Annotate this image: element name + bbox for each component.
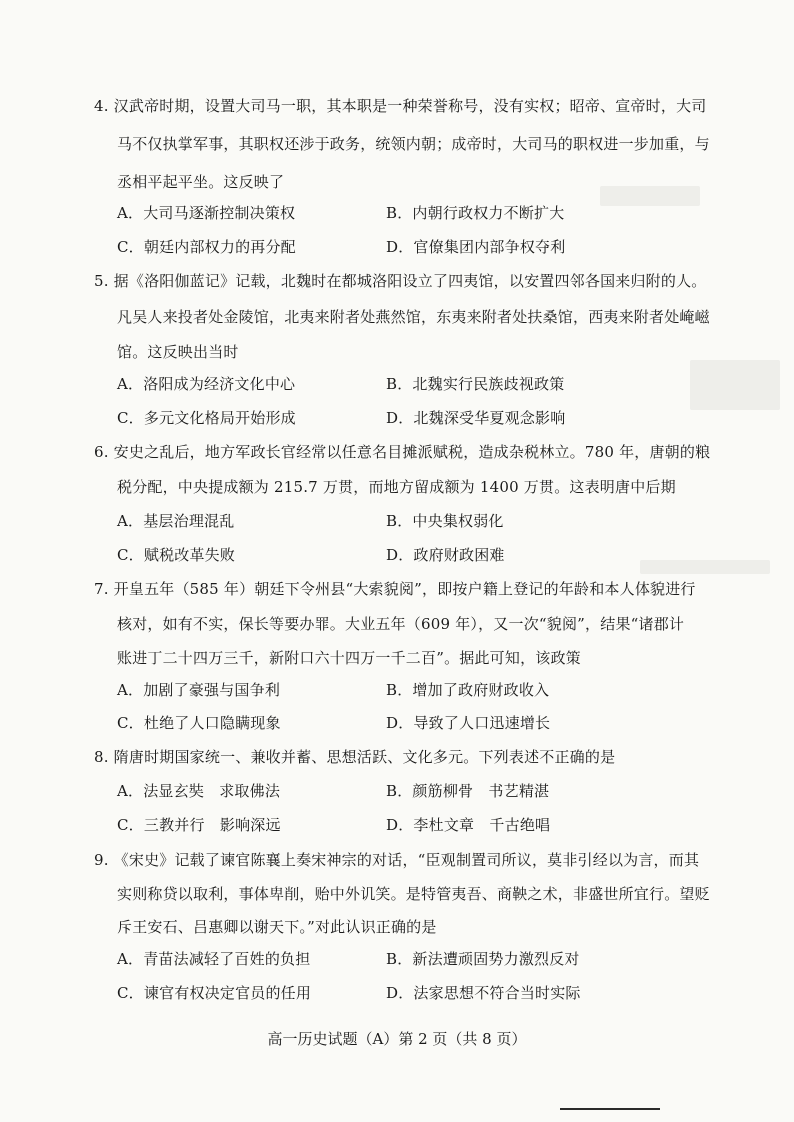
question-7-option-a: A．加剧了豪强与国争利 [117,681,281,699]
scan-artifact [600,186,700,206]
question-4-option-d: D．官僚集团内部争权夺利 [386,238,566,256]
question-6-line-1: 6. 安史之乱后，地方军政长官经常以任意名目摊派赋税，造成杂税林立。780 年，唐朝的粮 [94,443,711,461]
question-4-option-a: A．大司马逐渐控制决策权 [117,204,296,222]
question-7-option-b: B．增加了政府财政收入 [386,681,550,699]
question-9-option-a: A．青苗法减轻了百姓的负担 [117,950,311,968]
question-8-option-a: A．法显玄奘 求取佛法 [117,782,281,800]
question-9-line-2: 实则称贷以取利，事体卑削，贻中外讥笑。是特管夷吾、商鞅之术，非盛世所宜行。望贬 [117,885,710,903]
question-4-option-c: C．朝廷内部权力的再分配 [117,238,296,256]
question-9-line-3: 斥王安石、吕惠卿以谢天下。”对此认识正确的是 [117,918,437,936]
question-8-option-c: C．三教并行 影响深远 [117,816,281,834]
question-9-option-b: B．新法遭顽固势力激烈反对 [386,950,580,968]
scan-artifact [690,360,780,410]
question-9-line-1: 9. 《宋史》记载了谏官陈襄上奏宋神宗的对话，“臣观制置司所议，莫非引经以为言，而其 [94,851,700,869]
question-7-option-c: C．杜绝了人口隐瞒现象 [117,714,281,732]
question-4-line-2: 马不仅执掌军事，其职权还涉于政务，统领内朝；成帝时，大司马的职权进一步加重，与 [117,135,710,153]
question-5-line-2: 凡吴人来投者处金陵馆，北夷来附者处燕然馆，东夷来附者处扶桑馆，西夷来附者处崦嵫 [117,308,710,326]
question-6-line-2: 税分配，中央提成额为 215.7 万贯，而地方留成额为 1400 万贯。这表明唐中后期 [117,478,676,496]
question-6-option-d: D．政府财政困难 [386,546,505,564]
question-5-option-d: D．北魏深受华夏观念影响 [386,409,566,427]
question-6-option-c: C．赋税改革失败 [117,546,236,564]
question-8-option-b: B．颜筋柳骨 书艺精湛 [386,782,550,800]
question-5-option-b: B．北魏实行民族歧视政策 [386,375,565,393]
question-9-option-c: C．谏官有权决定官员的任用 [117,984,312,1002]
question-9-option-d: D．法家思想不符合当时实际 [386,984,581,1002]
page-footer: 高一历史试题（A）第 2 页（共 8 页） [267,1030,527,1048]
scan-artifact [640,560,770,574]
question-5-option-a: A．洛阳成为经济文化中心 [117,375,296,393]
question-7-line-2: 核对，如有不实，保长等要办罪。大业五年（609 年），又一次“貌阅”，结果“诸郡计 [117,615,685,633]
question-6-option-b: B．中央集权弱化 [386,512,504,530]
question-8-line-1: 8. 隋唐时期国家统一、兼收并蓄、思想活跃、文化多元。下列表述不正确的是 [94,748,616,766]
question-7-line-3: 账进丁二十四万三千，新附口六十四万一千二百”。据此可知，该政策 [117,649,581,667]
question-4-option-b: B．内朝行政权力不断扩大 [386,204,565,222]
question-5-line-1: 5. 据《洛阳伽蓝记》记载，北魏时在都城洛阳设立了四夷馆，以安置四邻各国来归附的人。 [94,272,707,290]
question-4-line-1: 4. 汉武帝时期，设置大司马一职，其本职是一种荣誉称号，没有实权；昭帝、宣帝时，大司 [94,97,707,115]
question-8-option-d: D．李杜文章 千古绝唱 [386,816,551,834]
question-4-line-3: 丞相平起平坐。这反映了 [117,173,285,191]
question-5-option-c: C．多元文化格局开始形成 [117,409,296,427]
question-5-line-3: 馆。这反映出当时 [117,343,239,361]
footer-rule [560,1108,660,1110]
question-7-option-d: D．导致了人口迅速增长 [386,714,551,732]
question-7-line-1: 7. 开皇五年（585 年）朝廷下令州县“大索貌阅”，即按户籍上登记的年龄和本人体貌进行 [94,580,696,598]
question-6-option-a: A．基层治理混乱 [117,512,235,530]
